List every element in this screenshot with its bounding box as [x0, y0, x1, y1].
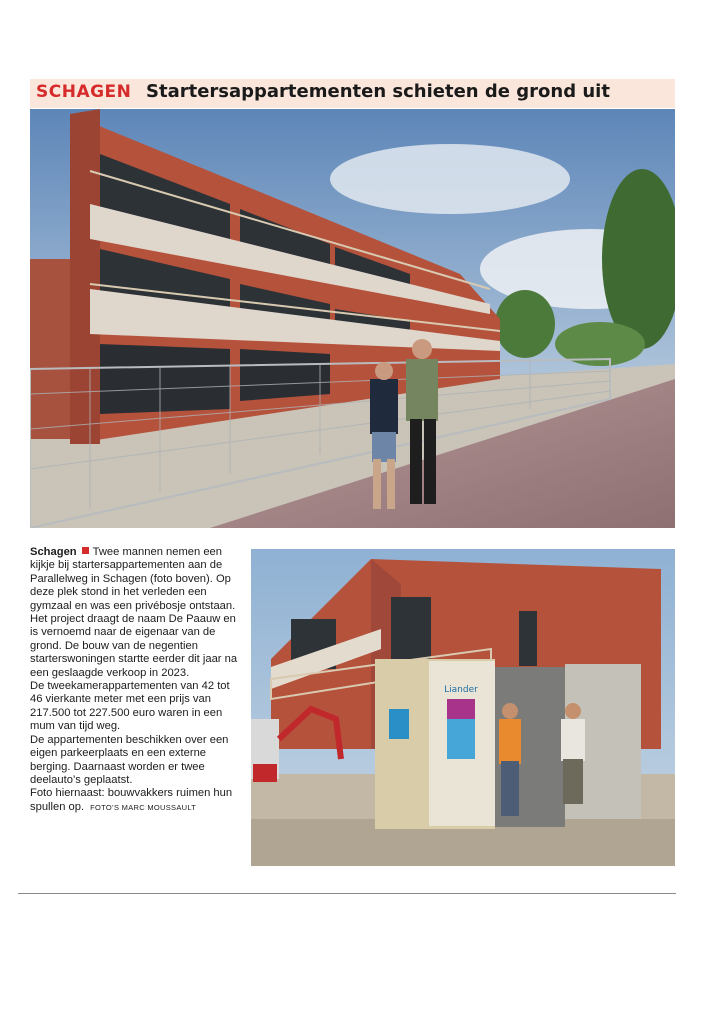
article-paragraph-3: De tweekamerappartementen van 42 tot 46 vierkante meter met een prijs van 217.500 tot 227.500 euro waren in een mum van tijd weg. — [30, 680, 230, 733]
dateline: Schagen — [30, 546, 77, 558]
red-square-icon — [82, 547, 89, 554]
article-paragraph-4: De appartementen beschikken over een eigen parkeerplaats en een externe berging. Daarnaast worden er twee deelauto’s geplaatst. — [30, 733, 229, 786]
bottom-photo — [251, 549, 675, 866]
caption-text: Foto hiernaast: bouwvakkers ruimen hun spullen op. — [30, 787, 233, 813]
headline-kicker: SCHAGEN — [36, 82, 132, 102]
top-photo — [30, 109, 675, 528]
article-paragraph-2: Het project draagt de naam De Paauw en is vernoemd naar de eigenaar van de grond. De bouw van de negentien starterswoningen startte eerder dit jaar na een geslaagde verkoop in 2023. — [30, 613, 238, 679]
article-body — [30, 546, 238, 814]
paragraph-text: Twee mannen nemen een kijkje bij startersappartementen aan de Parallelweg in Schagen (foto boven). Op deze plek stond in het verleden een gymzaal en was een privébosje ontstaan. — [30, 546, 236, 612]
article-paragraph-5 — [30, 787, 238, 814]
photo-credit: FOTO’S MARC MOUSSAULT — [90, 802, 197, 812]
page-divider — [18, 893, 676, 894]
headline-bar — [30, 79, 675, 108]
container-label: Liander — [444, 685, 478, 695]
headline-title: Startersappartementen schieten de grond uit — [146, 81, 610, 102]
building-photo-icon — [30, 109, 675, 528]
article-paragraph-1 — [30, 546, 238, 613]
construction-photo-icon — [251, 549, 675, 866]
